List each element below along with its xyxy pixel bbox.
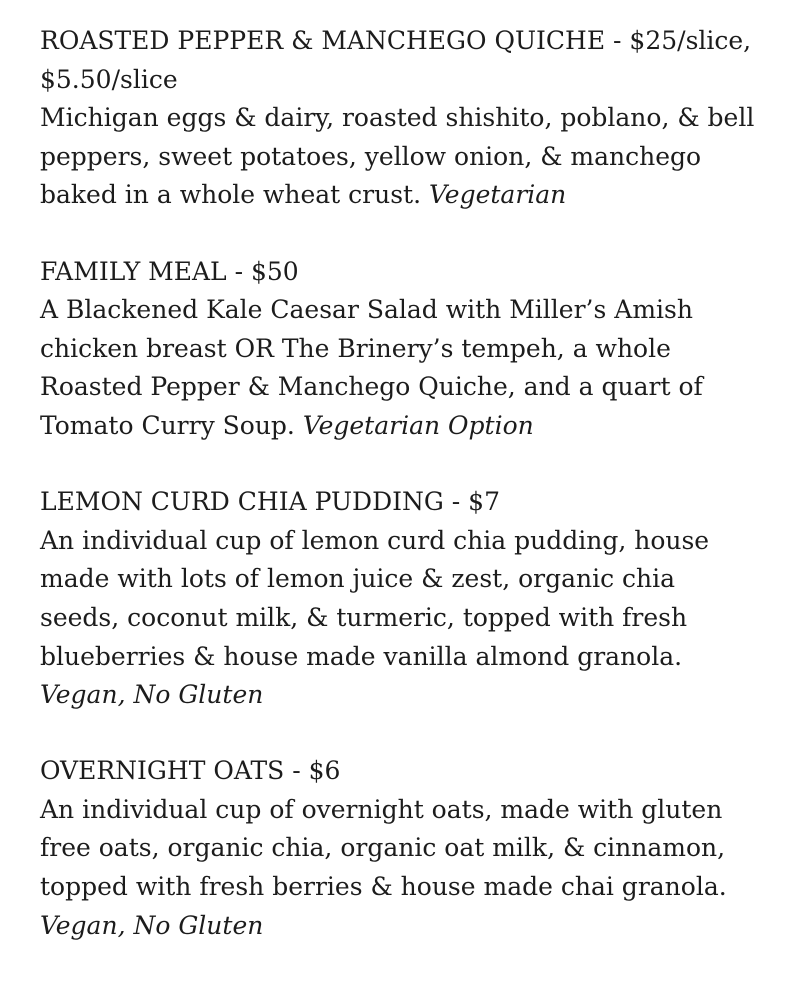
menu-list <box>40 22 760 983</box>
diet-tag: Vegan, No Gluten <box>40 680 264 710</box>
diet-tag: Vegetarian <box>429 180 567 210</box>
menu-item-heading: OVERNIGHT OATS - $6 <box>40 756 341 786</box>
menu-item-heading: FAMILY MEAL - $50 <box>40 256 299 286</box>
menu-item-heading: ROASTED PEPPER & MANCHEGO QUICHE - $25/slice, $5.50/slice <box>40 26 752 94</box>
menu-item-description-block <box>40 99 760 215</box>
menu-item-heading: LEMON CURD CHIA PUDDING - $7 <box>40 487 500 517</box>
diet-tag: Vegetarian Option <box>302 410 534 440</box>
menu-item-description: An individual cup of lemon curd chia pudding, house made with lots of lemon juice & zest, organic chia seeds, coconut milk, & turmeric, topped with fresh blueberries & house made vanilla almond granola. <box>40 525 710 671</box>
menu-item-description: A Blackened Kale Caesar Salad with Miller’s Amish chicken breast OR The Brinery’s tempeh, a whole Roasted Pepper & Manchego Quiche, and a quart of Tomato Curry Soup. <box>40 295 703 440</box>
menu-item-description-block <box>40 522 760 715</box>
menu-item-overnight-oats <box>40 752 760 945</box>
menu-item-chia-pudding <box>40 483 760 715</box>
menu-item-quiche <box>40 22 760 215</box>
menu-item-description: Michigan eggs & dairy, roasted shishito, poblano, & bell peppers, sweet potatoes, yellow onion, & manchego baked in a whole wheat crust. <box>40 103 755 210</box>
menu-item-description: An individual cup of overnight oats, made with gluten free oats, organic chia, organic oat milk, & cinnamon, topped with fresh berries & house made chai granola. <box>40 794 727 902</box>
menu-item-description-block <box>40 791 760 945</box>
menu-item-description-block <box>40 291 760 445</box>
diet-tag: Vegan, No Gluten <box>40 910 264 940</box>
menu-item-family-meal <box>40 253 760 446</box>
